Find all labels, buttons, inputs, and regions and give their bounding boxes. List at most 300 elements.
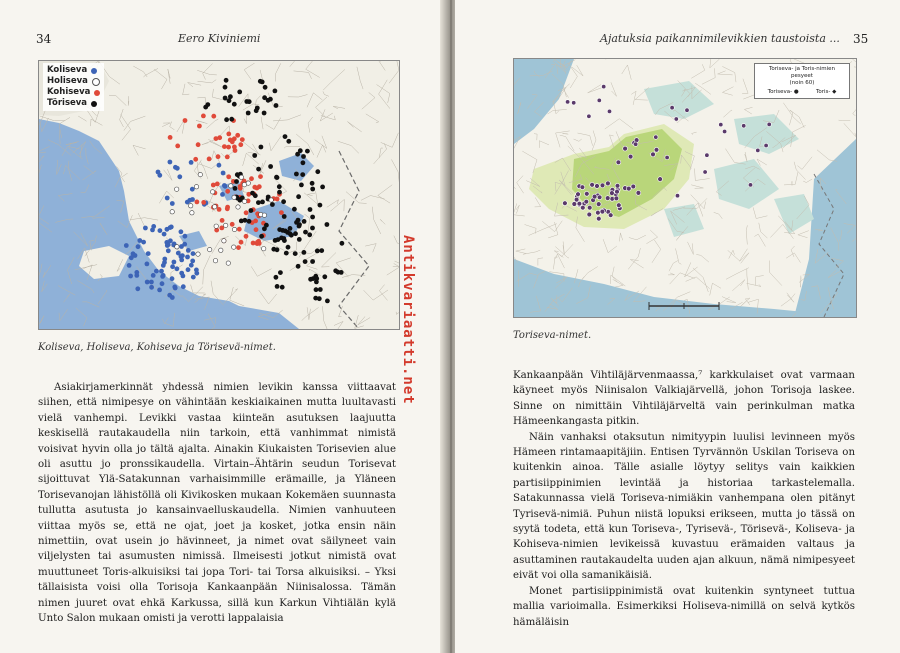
koliseva-dot [157, 288, 162, 293]
toriseva-dot [260, 200, 265, 205]
legend-row-holiseva: Holiseva [47, 76, 100, 87]
kohiseva-dot [226, 132, 231, 137]
toriseva-dot [299, 183, 304, 188]
koliseva-dot [154, 269, 159, 274]
toriseva-dot [263, 85, 268, 90]
toriseva-dot [294, 172, 299, 177]
toriseva-point [600, 183, 605, 188]
toriseva-point [628, 154, 633, 159]
koliseva-dot [194, 271, 199, 276]
toriseva-dot [247, 219, 252, 224]
toriseva-point [748, 183, 752, 187]
koliseva-dot [145, 280, 150, 285]
kohiseva-dot [238, 142, 243, 147]
koliseva-dot [124, 243, 129, 248]
koliseva-dot [172, 260, 177, 265]
koliseva-dot [185, 200, 190, 205]
caption-right: Toriseva-nimet. [513, 330, 592, 341]
toriseva-dot [303, 259, 308, 264]
toriseva-dot [246, 111, 251, 116]
kohiseva-dot [211, 114, 216, 119]
toriseva-dot [297, 237, 302, 242]
toriseva-point [596, 210, 601, 215]
left-map [38, 60, 400, 330]
koliseva-dot [165, 227, 170, 232]
holiseva-dot [269, 198, 273, 202]
kohiseva-dot [183, 118, 188, 123]
kohiseva-dot [235, 133, 240, 138]
kohiseva-dot [207, 157, 212, 162]
koliseva-dot [151, 224, 156, 229]
toriseva-point [705, 153, 709, 157]
holiseva-dot [232, 195, 236, 199]
toriseva-dot [308, 277, 313, 282]
running-head-right: Ajatuksia paikannimilevikkien taustoista ... [600, 32, 840, 45]
koliseva-dot [160, 281, 165, 286]
koliseva-dot [158, 228, 163, 233]
page-number-left: 34 [36, 32, 52, 46]
koliseva-dot [175, 266, 180, 271]
kohiseva-dot [239, 240, 244, 245]
holiseva-dot [239, 175, 243, 179]
toriseva-dot [310, 259, 315, 264]
koliseva-dot [149, 285, 154, 290]
right-map-legend [754, 63, 850, 99]
toriseva-dot [247, 99, 252, 104]
toriseva-dot [322, 274, 327, 279]
toriseva-dot [262, 111, 267, 116]
kohiseva-dot [230, 139, 235, 144]
toriseva-dot [237, 90, 242, 95]
holiseva-dot [232, 245, 236, 249]
legend-row-kohiseva: Kohiseva [47, 87, 100, 98]
toriseva-dot [305, 149, 310, 154]
toriseva-dot [301, 160, 306, 165]
holiseva-dot [190, 211, 194, 215]
koliseva-dot [217, 163, 222, 168]
kohiseva-dot [201, 114, 206, 119]
kohiseva-dot [217, 207, 222, 212]
toriseva-dot [275, 247, 280, 252]
right-paragraph-1: Kankaanpään Vihtiläjärvenmaassa,⁷ karkkulaiset ovat varmaan käyneet myös Niinisalon Valkiajärvellä, johon Torisoja laskee. Sinne on nimittäin Vihtiläjärveltä vain perinkulman matka Hämeenkangasta pitkin. [513, 370, 855, 428]
toriseva-point [742, 124, 746, 128]
toriseva-dot [281, 199, 286, 204]
toriseva-point [670, 106, 674, 110]
koliseva-dot [162, 260, 167, 265]
toriseva-dot [253, 193, 258, 198]
koliseva-dot [149, 280, 154, 285]
koliseva-dot [182, 242, 187, 247]
toriseva-dot [234, 179, 239, 184]
toriseva-point [756, 148, 760, 152]
holiseva-dot [229, 184, 233, 188]
toriseva-point [685, 108, 689, 112]
toriseva-point [654, 147, 659, 152]
holiseva-dot [170, 210, 174, 214]
toriseva-dot [296, 264, 301, 269]
koliseva-dot [127, 263, 132, 268]
toriseva-dot [315, 249, 320, 254]
koliseva-dot [190, 259, 195, 264]
toriseva-point [719, 122, 723, 126]
koliseva-dot [145, 262, 150, 267]
toriseva-dot [276, 237, 281, 242]
koliseva-dot [159, 269, 164, 274]
kohiseva-dot [279, 210, 284, 215]
toriseva-point [597, 195, 602, 200]
toriseva-dot [310, 181, 315, 186]
toriseva-point [572, 101, 576, 105]
toriseva-point [623, 146, 628, 151]
toriseva-point [580, 185, 585, 190]
koliseva-dot [179, 229, 184, 234]
toriseva-dot [273, 89, 278, 94]
koliseva-dot [183, 234, 188, 239]
legend-row-toriseva: Töriseva [47, 98, 100, 109]
toriseva-dot [224, 117, 229, 122]
toriseva-dot [223, 85, 228, 90]
holiseva-dot [219, 248, 223, 252]
toriseva-point [587, 205, 592, 210]
koliseva-dot [221, 171, 226, 176]
kohiseva-dot [168, 135, 173, 140]
toriseva-dot [235, 172, 240, 177]
koliseva-dot [177, 174, 182, 179]
koliseva-dot [189, 263, 194, 268]
toriseva-dot [268, 164, 273, 169]
kohiseva-dot [193, 157, 198, 162]
kohiseva-dot [220, 218, 225, 223]
right-map [513, 58, 857, 318]
holiseva-dot [196, 252, 200, 256]
right-page [455, 0, 900, 653]
kohiseva-dot [244, 234, 249, 239]
toriseva-dot [239, 219, 244, 224]
toriseva-dot [298, 148, 303, 153]
right-paragraph-2: Näin vanhaksi otaksutun nimityypin luulisi levinneen myös Hämeen rintamaapitäjiin. Entisen Tyrvännön Uskilan Toriseva on kuitenkin ainoa. Tälle asialle löytyy selitys vain kaikkien partisiippinimien levintää ja historiaa tarkastelemalla. Satakunnassa vielä Toriseva-nimiäkin vanhempana olen pitänyt Tyrisevä-nimiä. Puhun niistä lopuksi erikseen, mutta jo tässä on syytä todeta, että kun Toriseva-, Tyrisevä-, Törisevä-, Koliseva- ja Kohiseva-nimien levikeissä kuvastuu erämaiden valtaus ja asuttaminen rautakaudelta uuden ajan alkuun, nämä nimipesyeet eivät voi olla samanikäisiä. [513, 431, 855, 582]
kohiseva-dot [226, 174, 231, 179]
toriseva-dot [310, 226, 315, 231]
toriseva-dot [320, 185, 325, 190]
koliseva-dot [168, 160, 173, 165]
toriseva-point [595, 184, 600, 189]
toriseva-point [722, 129, 726, 133]
toriseva-dot [224, 78, 229, 83]
toriseva-point [602, 84, 606, 88]
koliseva-dot [191, 275, 196, 280]
koliseva-dot [170, 276, 175, 281]
koliseva-dot [151, 273, 156, 278]
toriseva-dot [277, 190, 282, 195]
koliseva-dot [136, 244, 141, 249]
holiseva-dot [226, 261, 230, 265]
holiseva-dot [214, 224, 218, 228]
toriseva-dot [270, 202, 275, 207]
koliseva-dot [157, 173, 162, 178]
toriseva-dot [296, 194, 301, 199]
kohiseva-dot [244, 210, 249, 215]
koliseva-dot [146, 251, 151, 256]
toriseva-dot [301, 154, 306, 159]
koliseva-dot [168, 238, 173, 243]
toriseva-dot [264, 223, 269, 228]
toriseva-point [626, 186, 631, 191]
koliseva-dot [220, 192, 225, 197]
toriseva-point [607, 109, 611, 113]
kohiseva-dot [237, 227, 242, 232]
kohiseva-dot [197, 124, 202, 129]
toriseva-point [565, 100, 569, 104]
koliseva-dot [166, 248, 171, 253]
kohiseva-dot [215, 182, 220, 187]
kohiseva-dot [254, 227, 259, 232]
koliseva-dot [179, 258, 184, 263]
toriseva-dot [308, 207, 313, 212]
toriseva-point [606, 181, 611, 186]
holiseva-dot [175, 187, 179, 191]
toriseva-point [631, 184, 636, 189]
kohiseva-dot [214, 136, 219, 141]
holiseva-dot [210, 190, 214, 194]
toriseva-dot [254, 108, 259, 113]
holiseva-dot [224, 223, 228, 227]
koliseva-dot [165, 196, 170, 201]
toriseva-dot [340, 241, 345, 246]
toriseva-point [596, 216, 601, 221]
toriseva-point [674, 117, 678, 121]
toriseva-point [590, 182, 595, 187]
holiseva-dot [212, 205, 216, 209]
kohiseva-dot [222, 144, 227, 149]
toriseva-dot [205, 102, 210, 107]
toriseva-point [608, 213, 613, 218]
kohiseva-dot [175, 144, 180, 149]
legend-title: Toriseva- ja Toris-nimien pesyeet [768, 66, 836, 79]
toriseva-dot [286, 245, 291, 250]
kohiseva-dot [240, 137, 245, 142]
toriseva-dot [293, 251, 298, 256]
koliseva-dot [162, 232, 167, 237]
kohiseva-dot [238, 184, 243, 189]
toriseva-dot [277, 184, 282, 189]
black-dot-icon [91, 101, 97, 107]
kohiseva-dot [230, 222, 235, 227]
koliseva-dot [222, 183, 227, 188]
holiseva-dot [246, 181, 250, 185]
caption-left: Koliseva, Holiseva, Kohiseva ja Törisevä-nimet. [38, 342, 276, 353]
toriseva-dot [274, 103, 279, 108]
blue-dot-icon [91, 68, 97, 74]
holiseva-dot [222, 239, 226, 243]
toriseva-dot [314, 287, 319, 292]
legend-items [759, 89, 845, 96]
kohiseva-dot [257, 241, 262, 246]
holiseva-dot [208, 247, 212, 251]
toriseva-point [675, 194, 679, 198]
toriseva-dot [278, 270, 283, 275]
koliseva-dot [141, 240, 146, 245]
toriseva-point [563, 201, 568, 206]
toriseva-point [592, 194, 597, 199]
toriseva-dot [260, 80, 265, 85]
toriseva-dot [233, 186, 238, 191]
koliseva-dot [186, 267, 191, 272]
holiseva-dot [189, 204, 193, 208]
toriseva-dot [310, 215, 315, 220]
toriseva-point [610, 191, 615, 196]
toriseva-point [587, 114, 591, 118]
toriseva-point [634, 142, 638, 146]
toriseva-dot [249, 208, 254, 213]
toriseva-point [614, 196, 619, 201]
toriseva-dot [286, 139, 291, 144]
toriseva-dot [262, 95, 267, 100]
toriseva-dot [256, 200, 261, 205]
toriseva-point [767, 122, 771, 126]
koliseva-dot [179, 271, 184, 276]
koliseva-dot [170, 295, 175, 300]
legend-item-toriseva: Toriseva- ● [767, 89, 799, 95]
koliseva-dot [128, 274, 133, 279]
toriseva-point [616, 160, 621, 165]
legend-row-koliseva: Koliseva [47, 65, 100, 76]
toriseva-dot [280, 228, 285, 233]
toriseva-point [665, 155, 669, 159]
kohiseva-dot [258, 174, 263, 179]
left-map-legend [43, 63, 104, 111]
toriseva-point [658, 177, 663, 182]
kohiseva-dot [257, 184, 262, 189]
kohiseva-dot [236, 245, 241, 250]
toriseva-point [764, 143, 768, 147]
toriseva-dot [317, 296, 322, 301]
toriseva-dot [294, 220, 299, 225]
toriseva-dot [288, 231, 293, 236]
diamond-icon: ◆ [832, 89, 837, 95]
holiseva-dot [175, 245, 179, 249]
toriseva-dot [252, 153, 257, 158]
toriseva-point [703, 170, 707, 174]
toriseva-dot [274, 275, 279, 280]
holiseva-dot [194, 185, 198, 189]
toriseva-dot [275, 175, 280, 180]
holiseva-dot [262, 247, 266, 251]
toriseva-dot [318, 287, 323, 292]
holiseva-dot [198, 172, 202, 176]
koliseva-dot [176, 251, 181, 256]
koliseva-dot [134, 270, 139, 275]
left-body-text [38, 380, 396, 627]
koliseva-dot [186, 248, 191, 253]
toriseva-point [572, 202, 577, 207]
legend-subtitle: (noin 60) [789, 80, 815, 86]
toriseva-dot [280, 285, 285, 290]
toriseva-dot [319, 248, 324, 253]
right-body-text [513, 368, 855, 630]
toriseva-dot [307, 232, 312, 237]
toriseva-point [600, 209, 605, 214]
toriseva-dot [228, 94, 233, 99]
toriseva-point [615, 189, 620, 194]
legend-item-toris: Toris- ◆ [815, 89, 837, 95]
toriseva-point [605, 196, 610, 201]
toriseva-dot [325, 299, 330, 304]
kohiseva-dot [225, 205, 230, 210]
page-number-right: 35 [853, 32, 869, 46]
toriseva-dot [259, 145, 264, 150]
holiseva-dot [232, 227, 236, 231]
kohiseva-dot [225, 155, 230, 160]
toriseva-dot [302, 219, 307, 224]
toriseva-dot [325, 222, 330, 227]
toriseva-point [580, 205, 585, 210]
koliseva-dot [143, 226, 148, 231]
red-dot-icon [94, 90, 100, 96]
left-page [0, 0, 448, 653]
koliseva-dot [185, 255, 190, 260]
toriseva-dot [314, 280, 319, 285]
toriseva-dot [284, 251, 289, 256]
kohiseva-dot [216, 154, 221, 159]
kohiseva-dot [233, 148, 238, 153]
toriseva-dot [275, 284, 280, 289]
kohiseva-dot [195, 200, 200, 205]
toriseva-dot [300, 172, 305, 177]
toriseva-dot [310, 187, 315, 192]
toriseva-dot [232, 102, 237, 107]
koliseva-dot [181, 284, 186, 289]
toriseva-point [584, 191, 589, 196]
toriseva-dot [229, 117, 234, 122]
koliseva-dot [191, 251, 196, 256]
kohiseva-dot [252, 185, 257, 190]
toriseva-dot [256, 167, 261, 172]
toriseva-dot [315, 169, 320, 174]
koliseva-dot [189, 160, 194, 165]
koliseva-dot [173, 286, 178, 291]
toriseva-point [574, 197, 579, 202]
white-dot-icon [92, 78, 100, 86]
toriseva-point [651, 152, 656, 157]
toriseva-dot [292, 207, 297, 212]
toriseva-point [615, 183, 620, 188]
koliseva-dot [170, 264, 175, 269]
kohiseva-dot [226, 145, 231, 150]
toriseva-point [636, 191, 641, 196]
left-paragraph-1: Asiakirjamerkinnät yhdessä nimien levikin kanssa viittaavat siihen, että nimipesye on vähintään keskiaikainen mutta luultavasti vielä vanhempi. Levikki vastaa kiinteän asutuksen laajuutta keskisellä rautakaudella niin tarkoin, että vanhimmat nimistä voisivat hyvin olla jo tältä ajalta. Ainakin Kiukaisten Torisevien alue oli asuttu jo pronssikaudella. Virtain–Ähtärin seudun Torisevat sijoittuvat Ylä-Satakunnan varhaisimmille erämaille, ja Yläneen Torisevanojan lähistöllä oli Kivikosken mukaan Kokemäen suunnasta tullutta asutusta jo kansainvaelluskaudella. Nimien vanhuuteen viittaa myös se, että ne ojat, joet ja kosket, jotka ensin näin nimettiin, ovat usein jo hävinneet, ja nimet ovat säilyneet vain viljelysten tai asumusten nimissä. Ilmeisesti jotkut nimistä ovat muuttuneet Toris-alkuisiksi tai jopa Tori- tai Torsa alkuisiksi. – Yksi tällaisista voisi olla Torisoja Kankaanpään Niinisalossa. Tämän nimen juuret ovat ehkä Karkussa, sillä kun Karkun Vihtiälän kylä Unto Salon mukaan omisti ja verotti lappalaisia [38, 382, 396, 625]
right-paragraph-3: Monet partisiippinimistä ovat kuitenkin syntyneet tuttua mallia varioimalla. Esimerkiksi Holiseva-nimillä on selvä kytkös hämäläisin [513, 585, 855, 628]
toriseva-point [576, 192, 581, 197]
koliseva-dot [173, 165, 178, 170]
toriseva-dot [282, 214, 287, 219]
koliseva-dot [160, 274, 165, 279]
toriseva-point [616, 203, 621, 208]
koliseva-dot [190, 187, 195, 192]
holiseva-dot [213, 259, 217, 263]
koliseva-dot [131, 251, 136, 256]
toriseva-dot [259, 234, 264, 239]
toriseva-dot [318, 203, 323, 208]
kohiseva-dot [225, 189, 230, 194]
circle-icon: ● [793, 89, 799, 95]
toriseva-point [596, 202, 601, 207]
toriseva-dot [223, 96, 228, 101]
running-head-left: Eero Kiviniemi [178, 32, 261, 45]
toriseva-point [654, 135, 658, 139]
watermark-text: Antikvariaatti.net [400, 235, 416, 405]
toriseva-dot [282, 238, 287, 243]
toriseva-point [584, 199, 589, 204]
